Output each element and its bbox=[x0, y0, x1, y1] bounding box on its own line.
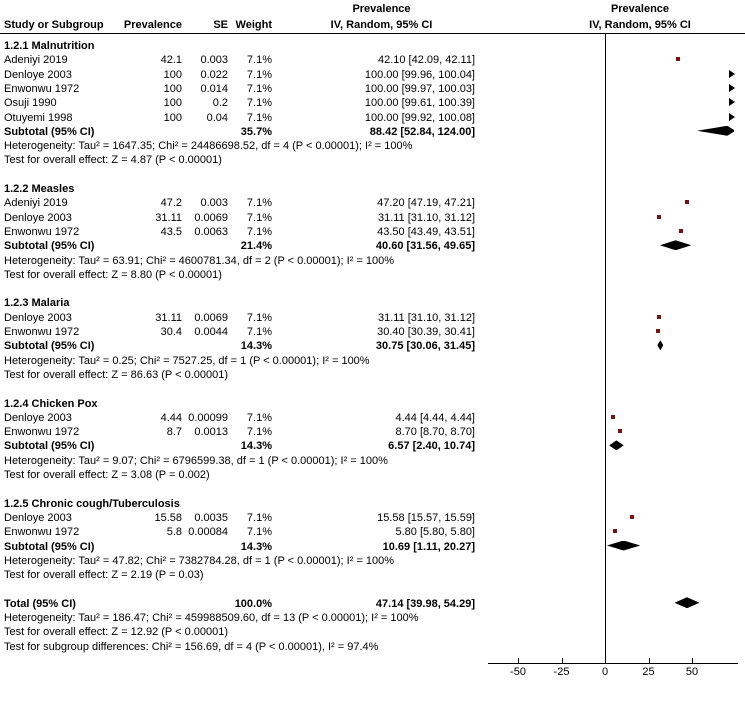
plot-header-top: Prevalence bbox=[610, 3, 670, 15]
prevalence-value: 100 bbox=[163, 68, 182, 81]
se-value: 0.2 bbox=[212, 97, 228, 110]
study-label: Denloye 2003 bbox=[4, 68, 72, 81]
null-effect-line bbox=[605, 34, 606, 663]
ci-value: 47.14 [39.98, 54.29] bbox=[375, 597, 475, 610]
weight-value: 7.1% bbox=[246, 211, 272, 224]
weight-value: 7.1% bbox=[246, 426, 272, 439]
prevalence-value: 5.8 bbox=[166, 526, 182, 539]
ci-value: 31.11 [31.10, 31.12] bbox=[377, 211, 475, 224]
weight-value: 7.1% bbox=[246, 411, 272, 424]
prevalence-value: 31.11 bbox=[155, 311, 182, 324]
x-tick bbox=[692, 658, 693, 663]
ci-value: 4.44 [4.44, 4.44] bbox=[395, 411, 475, 424]
se-value: 0.0035 bbox=[194, 511, 228, 524]
overall-effect-1.2.3: Test for overall effect: Z = 86.63 (P < 0.00001) bbox=[4, 368, 229, 381]
se-value: 0.0044 bbox=[194, 326, 228, 338]
ci-value: 43.50 [43.49, 43.51] bbox=[377, 225, 475, 238]
heterogeneity-1.2.2: Heterogeneity: Tau² = 63.91; Chi² = 4600781.34, df = 2 (P < 0.00001); I² = 100% bbox=[4, 254, 395, 267]
ci-value: 8.70 [8.70, 8.70] bbox=[395, 426, 475, 439]
se-value: 0.0063 bbox=[194, 225, 228, 238]
ci-value: 47.20 [47.19, 47.21] bbox=[377, 197, 475, 210]
ci-value: 30.40 [30.39, 30.41] bbox=[377, 326, 475, 338]
group-title-1.2.4: 1.2.4 Chicken Pox bbox=[4, 397, 98, 410]
weight-value: 7.1% bbox=[246, 68, 272, 81]
column-header-ci-sub: IV, Random, 95% CI bbox=[330, 19, 433, 31]
group-title-1.2.5: 1.2.5 Chronic cough/Tuberculosis bbox=[4, 497, 180, 510]
ci-value: 100.00 [99.96, 100.04] bbox=[364, 68, 475, 81]
overall-effect-1.2.5: Test for overall effect: Z = 2.19 (P = 0.03) bbox=[4, 569, 204, 582]
weight-value: 14.3% bbox=[240, 440, 272, 453]
ci-value: 31.11 [31.10, 31.12] bbox=[377, 311, 475, 324]
column-header-se: SE bbox=[213, 19, 228, 31]
overall-effect-1.2.4: Test for overall effect: Z = 3.08 (P = 0.002) bbox=[4, 469, 210, 481]
column-header-weight: Weight bbox=[235, 19, 272, 31]
prevalence-value: 47.2 bbox=[160, 197, 182, 210]
subtotal-diamond bbox=[697, 126, 734, 136]
heterogeneity-1.2.5: Heterogeneity: Tau² = 47.82; Chi² = 7382784.28, df = 1 (P < 0.00001); I² = 100% bbox=[4, 554, 395, 567]
off-scale-arrow bbox=[729, 113, 735, 121]
study-label: Denloye 2003 bbox=[4, 411, 72, 424]
study-label: Denloye 2003 bbox=[4, 311, 72, 324]
study-label: Denloye 2003 bbox=[4, 211, 72, 224]
prevalence-value: 4.44 bbox=[160, 411, 182, 424]
prevalence-value: 8.7 bbox=[166, 426, 182, 439]
weight-value: 7.1% bbox=[246, 54, 272, 67]
se-value: 0.014 bbox=[200, 82, 228, 95]
x-tick-label: -25 bbox=[553, 666, 570, 678]
x-tick bbox=[649, 658, 650, 663]
x-axis-line bbox=[488, 663, 738, 664]
weight-value: 7.1% bbox=[246, 97, 272, 110]
se-value: 0.0069 bbox=[194, 211, 228, 224]
study-label: Enwonwu 1972 bbox=[4, 82, 80, 95]
weight-value: 7.1% bbox=[246, 526, 272, 539]
ci-value: 40.60 [31.56, 49.65] bbox=[375, 240, 475, 253]
study-label: Enwonwu 1972 bbox=[4, 326, 80, 338]
group-title-1.2.3: 1.2.3 Malaria bbox=[4, 297, 70, 310]
ci-value: 100.00 [99.61, 100.39] bbox=[364, 97, 475, 110]
study-point-marker bbox=[679, 229, 683, 233]
weight-value: 7.1% bbox=[246, 511, 272, 524]
se-value: 0.022 bbox=[200, 68, 228, 81]
study-label: Denloye 2003 bbox=[4, 511, 72, 524]
se-value: 0.0069 bbox=[194, 311, 228, 324]
study-point-marker bbox=[618, 429, 622, 433]
se-value: 0.00099 bbox=[188, 411, 228, 424]
prevalence-value: 15.58 bbox=[154, 511, 182, 524]
ci-value: 15.58 [15.57, 15.59] bbox=[377, 511, 475, 524]
prevalence-value: 100 bbox=[163, 97, 182, 110]
study-label: Enwonwu 1972 bbox=[4, 426, 80, 439]
total-overall-effect: Test for overall effect: Z = 12.92 (P < 0.00001) bbox=[4, 626, 229, 639]
subtotal-diamond bbox=[609, 440, 624, 450]
overall-effect-1.2.2: Test for overall effect: Z = 8.80 (P < 0.00001) bbox=[4, 268, 222, 281]
group-title-1.2.2: 1.2.2 Measles bbox=[4, 183, 75, 195]
study-point-marker bbox=[630, 515, 634, 519]
x-tick-label: 50 bbox=[685, 666, 699, 678]
study-label: Subtotal (95% CI) bbox=[4, 540, 95, 553]
study-label: Adeniyi 2019 bbox=[4, 54, 68, 67]
overall-effect-1.2.1: Test for overall effect: Z = 4.87 (P < 0.00001) bbox=[4, 154, 222, 167]
weight-value: 14.3% bbox=[240, 340, 272, 353]
forest-plot-area bbox=[480, 0, 745, 701]
study-label: Subtotal (95% CI) bbox=[4, 125, 95, 138]
weight-value: 7.1% bbox=[246, 82, 272, 95]
study-label: Total (95% CI) bbox=[4, 597, 76, 610]
subtotal-diamond bbox=[657, 340, 663, 350]
weight-value: 21.4% bbox=[240, 240, 272, 253]
ci-value: 100.00 [99.97, 100.03] bbox=[364, 82, 475, 95]
study-point-marker bbox=[613, 529, 617, 533]
heterogeneity-1.2.4: Heterogeneity: Tau² = 9.07; Chi² = 6796599.38, df = 1 (P < 0.00001); I² = 100% bbox=[4, 454, 388, 467]
study-label: Enwonwu 1972 bbox=[4, 225, 80, 238]
off-scale-arrow bbox=[729, 70, 735, 78]
x-tick-label: -50 bbox=[510, 666, 526, 678]
study-point-marker bbox=[657, 215, 661, 219]
column-header-study: Study or Subgroup bbox=[4, 19, 104, 31]
study-point-marker bbox=[657, 315, 661, 319]
weight-value: 7.1% bbox=[246, 197, 272, 210]
se-value: 0.003 bbox=[200, 197, 228, 210]
off-scale-arrow bbox=[729, 84, 735, 92]
study-point-marker bbox=[685, 200, 689, 204]
total-diamond bbox=[675, 597, 700, 608]
x-tick-label: 25 bbox=[642, 666, 655, 678]
se-value: 0.003 bbox=[200, 54, 228, 67]
prevalence-value: 31.11 bbox=[155, 211, 182, 224]
x-tick bbox=[562, 658, 563, 663]
study-label: Subtotal (95% CI) bbox=[4, 240, 95, 253]
weight-value: 7.1% bbox=[246, 225, 272, 238]
weight-value: 7.1% bbox=[246, 326, 272, 338]
heterogeneity-1.2.3: Heterogeneity: Tau² = 0.25; Chi² = 7527.25, df = 1 (P < 0.00001); I² = 100% bbox=[4, 354, 370, 367]
heterogeneity-1.2.1: Heterogeneity: Tau² = 1647.35; Chi² = 24486698.52, df = 4 (P < 0.00001); I² = 100% bbox=[4, 140, 413, 153]
weight-value: 35.7% bbox=[240, 125, 272, 138]
ci-value: 100.00 [99.92, 100.08] bbox=[364, 111, 475, 124]
se-value: 0.0013 bbox=[194, 426, 228, 439]
prevalence-value: 30.4 bbox=[160, 326, 182, 338]
study-label: Subtotal (95% CI) bbox=[4, 340, 95, 353]
total-heterogeneity: Heterogeneity: Tau² = 186.47; Chi² = 459988509.60, df = 13 (P < 0.00001); I² = 100% bbox=[4, 612, 419, 624]
ci-value: 30.75 [30.06, 31.45] bbox=[375, 340, 475, 353]
ci-value: 5.80 [5.80, 5.80] bbox=[395, 526, 475, 539]
study-point-marker bbox=[656, 329, 660, 333]
study-label: Osuji 1990 bbox=[4, 97, 57, 110]
column-header-prevalence: Prevalence bbox=[123, 19, 182, 31]
subtotal-diamond bbox=[607, 541, 640, 551]
subgroup-differences: Test for subgroup differences: Chi² = 156.69, df = 4 (P < 0.00001), I² = 97.4% bbox=[4, 640, 379, 653]
column-header-ci-top: Prevalence bbox=[352, 3, 411, 15]
se-value: 0.04 bbox=[206, 111, 228, 124]
study-point-marker bbox=[611, 415, 615, 419]
weight-value: 14.3% bbox=[240, 540, 272, 553]
prevalence-value: 43.5 bbox=[160, 225, 182, 238]
study-label: Adeniyi 2019 bbox=[4, 197, 68, 210]
x-tick bbox=[605, 658, 606, 663]
subtotal-diamond bbox=[660, 240, 691, 250]
prevalence-value: 100 bbox=[163, 82, 182, 95]
ci-value: 6.57 [2.40, 10.74] bbox=[388, 440, 475, 453]
study-label: Enwonwu 1972 bbox=[4, 526, 80, 539]
weight-value: 100.0% bbox=[234, 597, 272, 610]
study-label: Subtotal (95% CI) bbox=[4, 440, 95, 453]
study-point-marker bbox=[676, 57, 680, 61]
ci-value: 10.69 [1.11, 20.27] bbox=[382, 540, 475, 553]
x-tick-label: 0 bbox=[601, 666, 609, 678]
ci-value: 42.10 [42.09, 42.11] bbox=[377, 54, 475, 67]
x-tick bbox=[518, 658, 519, 663]
prevalence-value: 100 bbox=[163, 111, 182, 124]
se-value: 0.00084 bbox=[188, 526, 228, 539]
weight-value: 7.1% bbox=[246, 311, 272, 324]
ci-value: 88.42 [52.84, 124.00] bbox=[369, 125, 475, 138]
weight-value: 7.1% bbox=[246, 111, 272, 124]
prevalence-value: 42.1 bbox=[160, 54, 182, 67]
group-title-1.2.1: 1.2.1 Malnutrition bbox=[4, 40, 95, 52]
off-scale-arrow bbox=[729, 98, 735, 106]
plot-header-sub: IV, Random, 95% CI bbox=[589, 19, 691, 31]
study-label: Otuyemi 1998 bbox=[4, 111, 73, 124]
